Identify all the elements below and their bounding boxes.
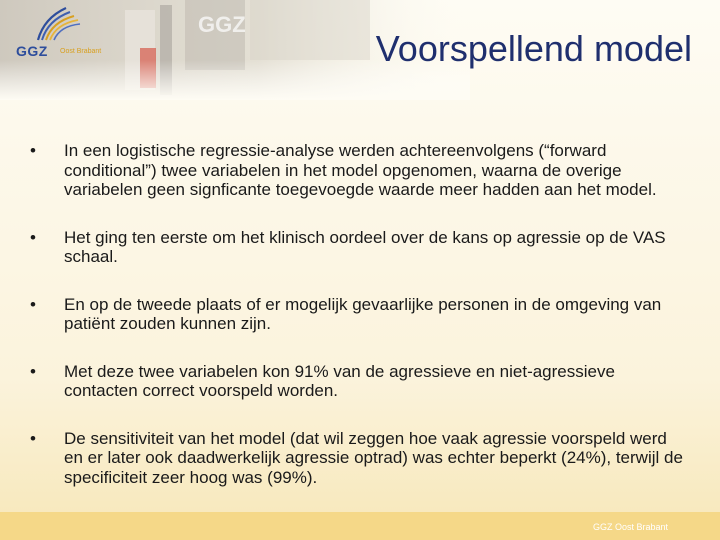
logo — [8, 4, 118, 62]
bullet-item — [30, 429, 690, 488]
bullet-icon: • — [30, 361, 36, 381]
bullet-icon: • — [30, 141, 36, 160]
bullet-list — [30, 141, 690, 515]
bullet-text: De sensitiviteit van het model (dat wil zeggen hoe vaak agressie voorspeld werd en er later ook daadwerkelijk agressie optrad) was echter beperkt (24%), terwijl de specificiteit zeer hoog was (99%). — [64, 428, 683, 487]
logo-subtitle: Oost Brabant — [60, 48, 102, 55]
bullet-text: En op de tweede plaats of er mogelijk gevaarlijke personen in de omgeving van patiënt zouden kunnen zijn. — [64, 294, 662, 333]
bullet-item — [30, 228, 690, 267]
slide-title: Voorspellend model — [375, 28, 692, 69]
logo-name: GGZ — [16, 43, 48, 59]
bullet-text: Het ging ten eerste om het klinisch oordeel over de kans op agressie op de VAS schaal. — [64, 227, 666, 266]
bullet-item — [30, 141, 690, 200]
bullet-text: In een logistische regressie-analyse werden achtereenvolgens (“forward conditional”) twee variabelen in het model opgenomen, waarna de overige variabelen geen signficante toegevoegde waarde meer hadden aan het model. — [64, 141, 657, 199]
svg-text:GGZ: GGZ — [198, 12, 246, 37]
bullet-icon: • — [30, 428, 36, 448]
bullet-item — [30, 295, 690, 334]
footer-text: GGZ Oost Brabant — [592, 522, 668, 532]
bullet-icon: • — [30, 294, 36, 314]
bullet-icon: • — [30, 227, 36, 247]
bullet-item — [30, 362, 690, 401]
bullet-text: Met deze twee variabelen kon 91% van de agressieve en niet-agressieve contacten correct voorspeld worden. — [64, 361, 615, 400]
